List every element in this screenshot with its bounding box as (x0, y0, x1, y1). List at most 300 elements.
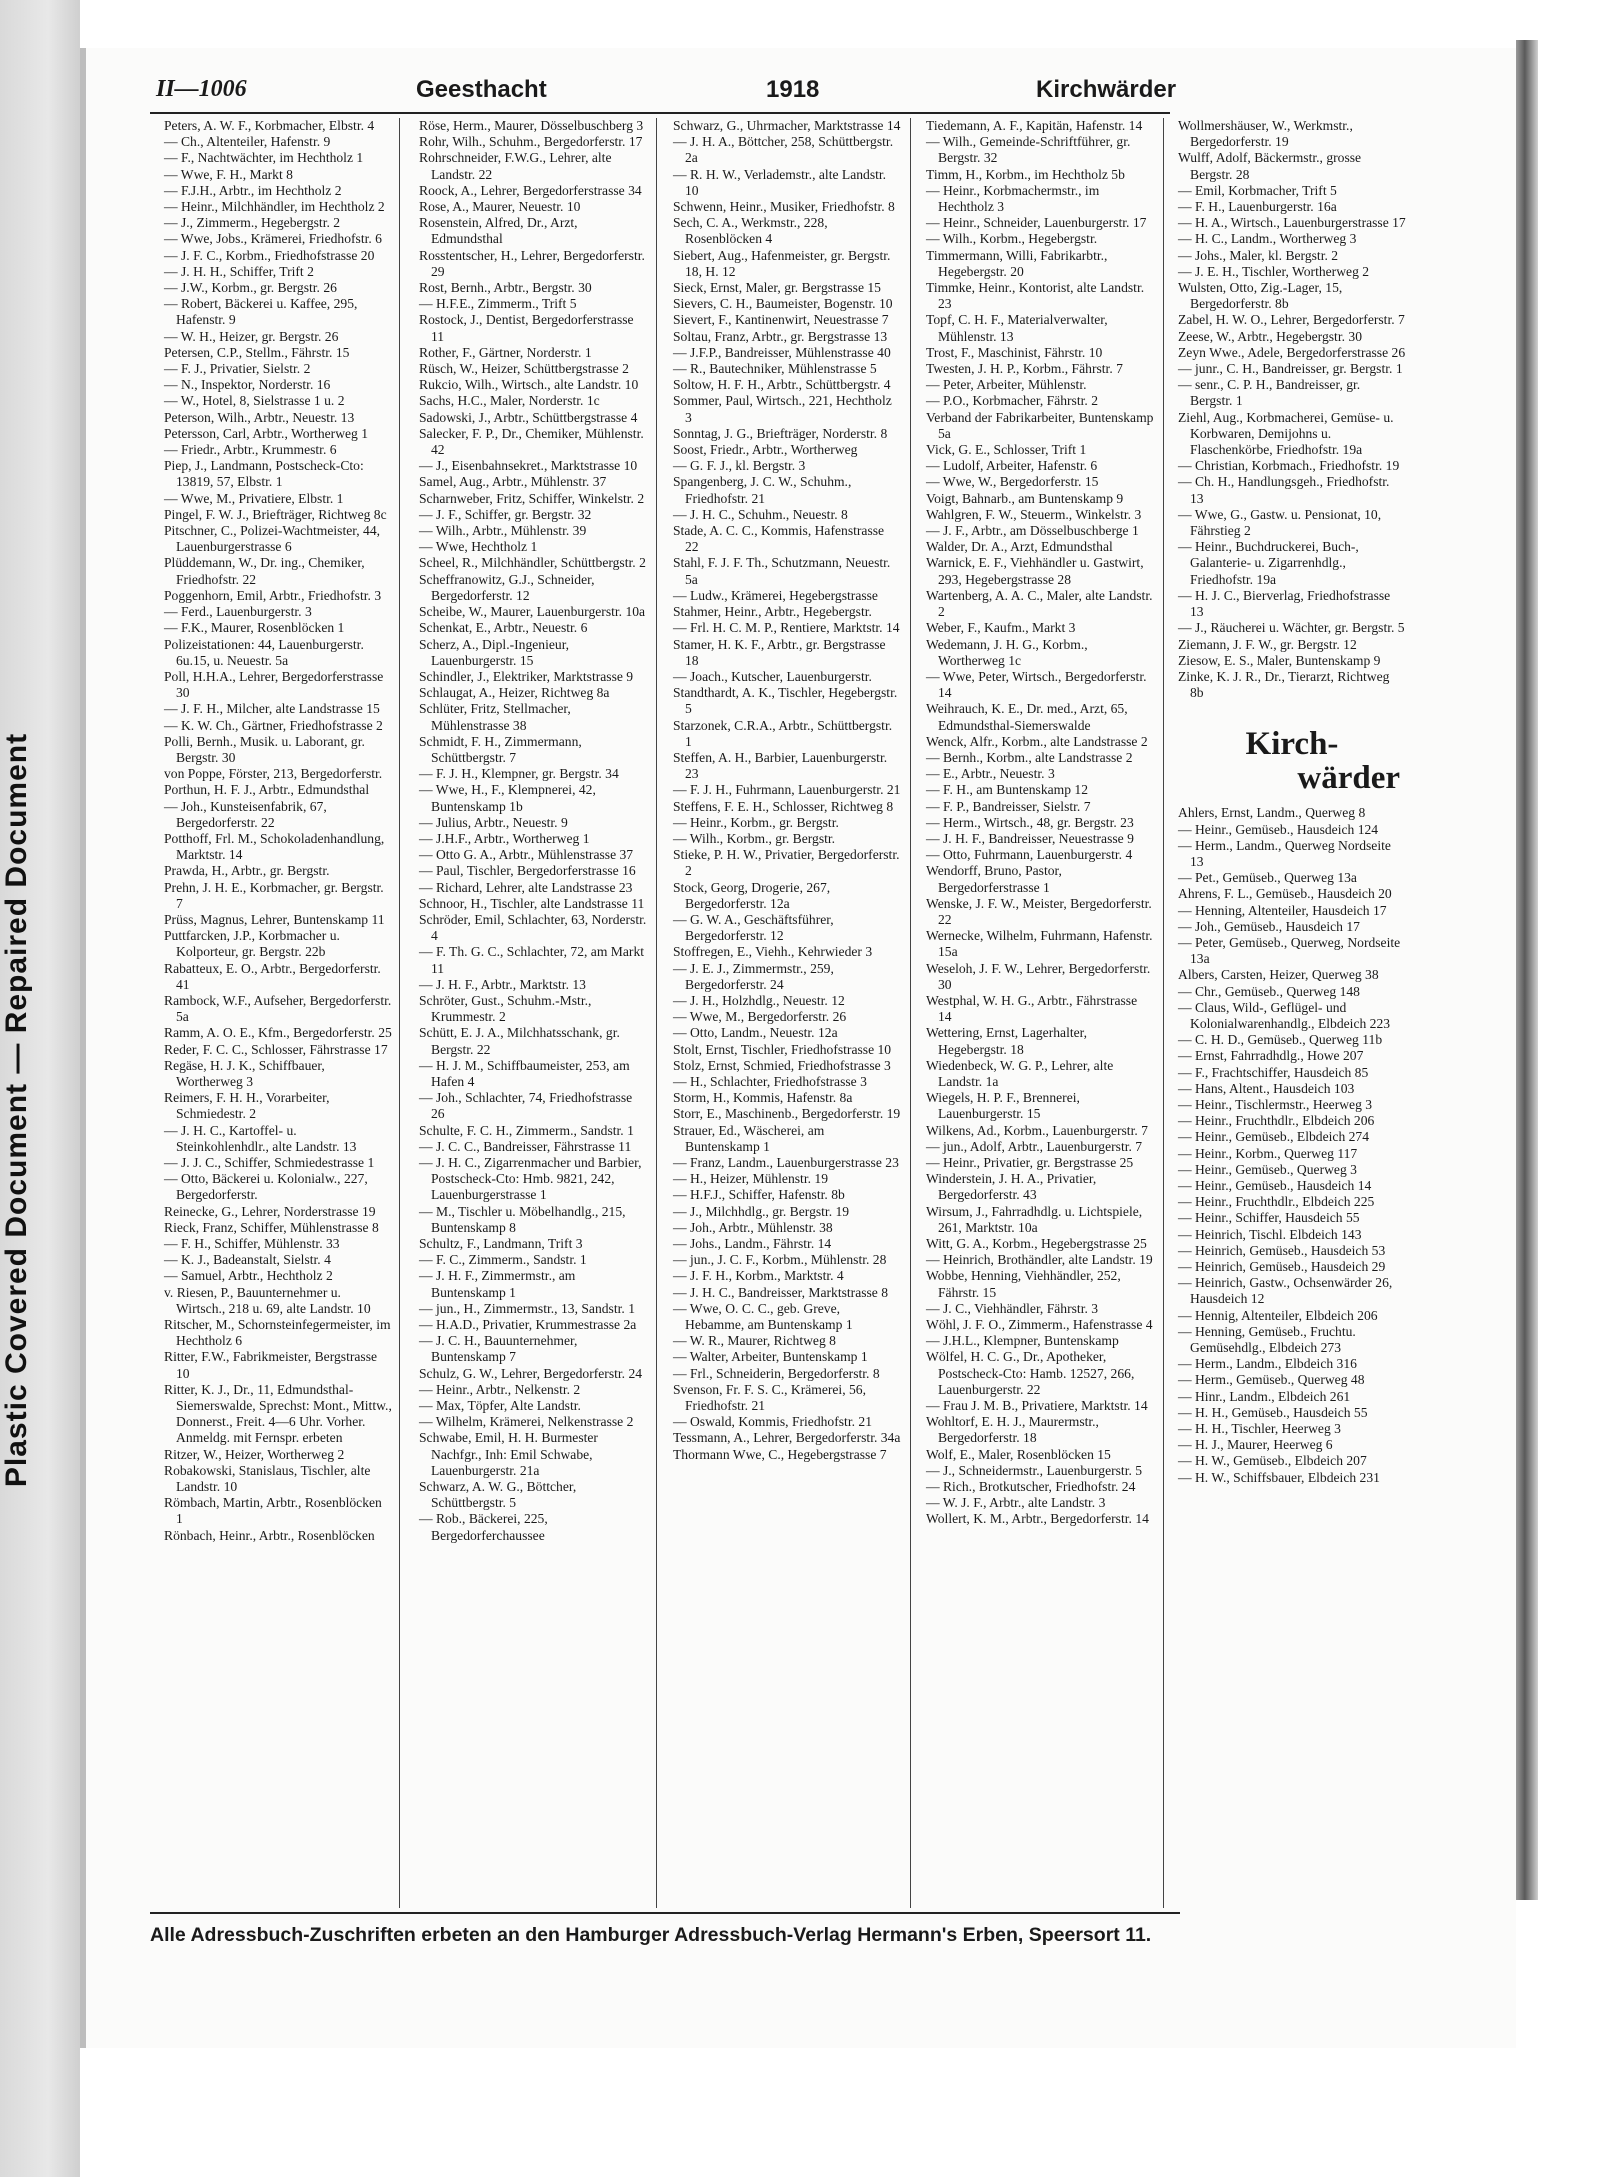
directory-entry: Starzonek, C.R.A., Arbtr., Schüttbergstr. 1 (673, 717, 893, 749)
directory-entry: — Heinrich, Gemüseb., Hausdeich 29 (1178, 1259, 1386, 1274)
directory-entry: — J., Zimmerm., Hegebergstr. 2 (164, 215, 341, 231)
directory-entry: — Ch., Altenteiler, Hafenstr. 9 (164, 134, 331, 150)
directory-entry: — H. J., Maurer, Heerweg 6 (1178, 1437, 1333, 1453)
header-rule (150, 112, 1170, 114)
directory-entry: — G. W. A., Geschäftsführer, Bergedorferstr. 12 (673, 911, 834, 944)
directory-entry: — J. H. C., Schuhm., Neuestr. 8 (673, 506, 848, 522)
directory-entry: — Wwe, Jobs., Krämerei, Friedhofstr. 6 (164, 231, 382, 247)
directory-entry: — senr., C. P. H., Bandreisser, gr. Bergstr. 1 (1178, 377, 1361, 409)
directory-entry: Spangenberg, J. C. W., Schuhm., Friedhofstr. 21 (673, 474, 852, 506)
directory-entry: — J. C. H., Bauunternehmer, Buntenskamp 7 (419, 1333, 578, 1365)
directory-entry: Wobbe, Henning, Viehhändler, 252, Fährstr. 15 (926, 1268, 1121, 1300)
directory-entry: — J. H. F., Arbtr., Marktstr. 13 (419, 976, 586, 992)
directory-entry: Roock, A., Lehrer, Bergedorferstrasse 34 (419, 182, 642, 198)
directory-entry: Soltau, Franz, Arbtr., gr. Bergstrasse 13 (673, 328, 888, 344)
directory-entry: Polli, Bernh., Musik. u. Laborant, gr. Bergstr. 30 (164, 733, 365, 765)
page-header (156, 76, 1266, 116)
directory-entry: Ritscher, M., Schornsteinfegermeister, im Hechtholz 6 (164, 1317, 391, 1349)
directory-entry: — jun., H., Zimmermstr., 13, Sandstr. 1 (419, 1300, 635, 1316)
directory-entry: Trost, F., Maschinist, Fährstr. 10 (926, 344, 1103, 360)
directory-entry: Wiegels, H. P. F., Brennerei, Lauenburgerstr. 15 (926, 1090, 1080, 1122)
directory-entry: Sech, C. A., Werkmstr., 228, Rosenblöcken 4 (673, 215, 828, 247)
directory-entry: Sonntag, J. G., Briefträger, Norderstr. 8 (673, 425, 888, 441)
directory-entry: — J., Milchhdlg., gr. Bergstr. 19 (673, 1203, 850, 1219)
directory-entry: — Wilh., Gemeinde-Schriftführer, gr. Bergstr. 32 (926, 134, 1131, 166)
directory-entry: Wulff, Adolf, Bäckermstr., grosse Bergstr. 28 (1178, 150, 1362, 182)
directory-entry: Scheibe, W., Maurer, Lauenburgerstr. 10a (419, 604, 646, 620)
directory-entry: Wilkens, Ad., Korbm., Lauenburgerstr. 7 (926, 1122, 1148, 1138)
directory-entry: Wedemann, J. H. G., Korbm., Wortherweg 1c (926, 636, 1088, 668)
directory-entry: — Wwe, M., Privatiere, Elbstr. 1 (164, 490, 344, 506)
directory-entry: — Wwe, H., F., Klempnerei, 42, Buntenskamp 1b (419, 782, 596, 814)
directory-entry: Wendorff, Bruno, Pastor, Bergedorferstrasse 1 (926, 863, 1062, 895)
directory-entry: — H. W., Gemüseb., Elbdeich 207 (1178, 1453, 1367, 1469)
directory-entry: — Christian, Korbmach., Friedhofstr. 19 (1178, 458, 1400, 474)
directory-entry: — C. H. D., Gemüseb., Querweg 11b (1178, 1032, 1383, 1048)
directory-entry: — F. C., Zimmerm., Sandstr. 1 (419, 1252, 587, 1268)
directory-entry: — Emil, Korbmacher, Trift 5 (1178, 182, 1337, 198)
page-edge-right (1516, 40, 1538, 1900)
directory-entry: Rönbach, Heinr., Arbtr., Rosenblöcken (164, 1527, 375, 1543)
directory-entry: — Heinrich, Tischl. Elbdeich 143 (1178, 1226, 1362, 1242)
directory-entry: Schmidt, F. H., Zimmermann, Schüttbergstr. 7 (419, 733, 582, 765)
directory-entry: — Frl., Schneiderin, Bergedorferstr. 8 (673, 1365, 880, 1381)
directory-entry: — jun., J. C. F., Korbm., Mühlenstr. 28 (673, 1252, 887, 1268)
directory-entry: Scherz, A., Dipl.-Ingenieur, Lauenburgerstr. 15 (419, 636, 570, 668)
directory-entry: Tiedemann, A. F., Kapitän, Hafenstr. 14 (926, 118, 1143, 133)
directory-entry: — Heinr., Fruchthdlr., Elbdeich 225 (1178, 1194, 1375, 1210)
section-heading-line2: wärder (1297, 760, 1400, 797)
directory-entry: — Herm., Landm., Querweg Nordseite 13 (1178, 837, 1391, 869)
directory-entry: — J.F.P., Bandreisser, Mühlenstrasse 40 (673, 344, 891, 360)
directory-entry: Scheffranowitz, G.J., Schneider, Bergedorferstr. 12 (419, 571, 595, 603)
directory-entry: Rukcio, Wilh., Wirtsch., alte Landstr. 10 (419, 377, 639, 393)
directory-column-1 (164, 118, 392, 1544)
directory-entry: — Heinr., Fruchthdlr., Elbdeich 206 (1178, 1113, 1375, 1129)
directory-entry: — F. H., am Buntenskamp 12 (926, 782, 1089, 798)
directory-entry: Peters, A. W. F., Korbmacher, Elbstr. 4 (164, 118, 375, 133)
column-divider (656, 118, 657, 1908)
directory-entry: Wartenberg, A. A. C., Maler, alte Landstr. 2 (926, 587, 1153, 620)
directory-entry: — H. J. M., Schiffbaumeister, 253, am Hafen 4 (419, 1057, 630, 1089)
directory-entry: Pitschner, C., Polizei-Wachtmeister, 44, Lauenburgerstrasse 6 (164, 523, 381, 555)
directory-entry: — Rob., Bäckerei, 225, Bergedorferchaussee (419, 1511, 548, 1543)
directory-entry: — F. Th. G. C., Schlachter, 72, am Markt 11 (419, 944, 645, 976)
directory-entry: Wiedenbeck, W. G. P., Lehrer, alte Landstr. 1a (926, 1057, 1114, 1089)
kirchwaerder-list (1178, 805, 1406, 1486)
directory-entry: — W., Hotel, 8, Sielstrasse 1 u. 2 (164, 393, 345, 409)
directory-entry: — Heinr., Schiffer, Hausdeich 55 (1178, 1210, 1360, 1226)
directory-entry: Potthoff, Frl. M., Schokoladenhandlung, Marktstr. 14 (164, 830, 385, 863)
directory-entry: — Heinr., Gemüseb., Hausdeich 124 (1178, 821, 1379, 837)
directory-entry: — F. P., Bandreisser, Sielstr. 7 (926, 798, 1091, 814)
directory-entry: Poll, H.H.A., Lehrer, Bergedorferstrasse 30 (164, 668, 384, 701)
directory-entry: Puttfarcken, J.P., Korbmacher u. Kolporteur, gr. Bergstr. 22b (164, 928, 340, 960)
directory-entry: — Otto, Fuhrmann, Lauenburgerstr. 4 (926, 847, 1133, 863)
directory-entry: Schwarz, A. W. G., Böttcher, Schüttbergstr. 5 (419, 1479, 577, 1511)
directory-entry: — Joh., Kunsteisenfabrik, 67, Bergedorferstr. 22 (164, 798, 327, 830)
directory-entry: — Hans, Altent., Hausdeich 103 (1178, 1080, 1355, 1096)
directory-entry: Wollmershäuser, W., Werkmstr., Bergedorferstr. 19 (1178, 118, 1353, 150)
directory-entry: Plüddemann, W., Dr. ing., Chemiker, Friedhofstr. 22 (164, 555, 365, 587)
directory-entry: — Heinrich, Gastw., Ochsenwärder 26, Hausdeich 12 (1178, 1275, 1393, 1307)
directory-entry: Wernecke, Wilhelm, Fuhrmann, Hafenstr. 15a (926, 928, 1153, 960)
directory-entry: — Henning, Gemüseb., Fruchtu. Gemüsehdlg., Elbdeich 273 (1178, 1323, 1356, 1356)
directory-entry: Wenske, J. F. W., Meister, Bergedorferstr. 22 (926, 895, 1152, 927)
directory-entry: — Peter, Arbeiter, Mühlenstr. (926, 377, 1087, 393)
directory-entry: Steffen, A. H., Barbier, Lauenburgerstr. 23 (673, 749, 888, 782)
directory-entry: — junr., C. H., Bandreisser, gr. Bergstr. 1 (1178, 361, 1403, 377)
directory-entry: — Henning, Altenteiler, Hausdeich 17 (1178, 902, 1387, 918)
directory-entry: Witt, G. A., Korbm., Hegebergstrasse 25 (926, 1236, 1147, 1252)
directory-entry: Wohltorf, E. H. J., Maurermstr., Bergedorferstr. 18 (926, 1414, 1099, 1446)
directory-entry: Wettering, Ernst, Lagerhalter, Hegebergstr. 18 (926, 1025, 1088, 1057)
section-heading (1178, 727, 1406, 795)
directory-entry: Schwenn, Heinr., Musiker, Friedhofstr. 8 (673, 199, 895, 215)
directory-entry: — Heinrich, Brothändler, alte Landstr. 19 (926, 1252, 1153, 1268)
directory-entry: — Heinr., Arbtr., Nelkenstr. 2 (419, 1381, 581, 1397)
side-label: Plastic Covered Document — Repaired Document (0, 732, 33, 1488)
directory-entry: Rüsch, W., Heizer, Schüttbergstrasse 2 (419, 361, 629, 377)
directory-entry: Ramm, A. O. E., Kfm., Bergedorferstr. 25 (164, 1025, 392, 1041)
directory-entry: — H., Schlachter, Friedhofstrasse 3 (673, 1073, 867, 1089)
directory-entry: — Heinr., Gemüseb., Hausdeich 14 (1178, 1177, 1372, 1193)
directory-entry: Warnick, E. F., Viehhändler u. Gastwirt, 293, Hegebergstrasse 28 (926, 555, 1144, 587)
directory-entry: Rost, Bernh., Arbtr., Bergstr. 30 (419, 280, 592, 296)
directory-entry: Timmke, Heinr., Kontorist, alte Landstr. 23 (926, 280, 1145, 312)
directory-entry: — Wwe, O. C. C., geb. Greve, Hebamme, am Buntenskamp 1 (673, 1300, 853, 1333)
directory-entry: — Johs., Landm., Fährstr. 14 (673, 1236, 832, 1252)
directory-entry: — Wwe, Peter, Wirtsch., Bergedorferstr. 14 (926, 668, 1147, 701)
directory-entry: — Wilh., Korbm., Hegebergstr. (926, 231, 1098, 247)
directory-entry: Storm, H., Kommis, Hafenstr. 8a (673, 1090, 853, 1106)
directory-entry: Schindler, J., Elektriker, Marktstrasse 9 (419, 668, 634, 684)
directory-entry: Rambock, W.F., Aufseher, Bergedorferstr. 5a (164, 992, 392, 1025)
directory-entry: — J. H. A., Böttcher, 258, Schüttbergstr. 2a (673, 134, 894, 166)
directory-entry: — K. W. Ch., Gärtner, Friedhofstrasse 2 (164, 717, 383, 733)
directory-entry: Poggenhorn, Emil, Arbtr., Friedhofstr. 3 (164, 587, 382, 603)
directory-entry: Sadowski, J., Arbtr., Schüttbergstrasse 4 (419, 409, 638, 425)
directory-entry: Rosenstein, Alfred, Dr., Arzt, Edmundsthal (419, 215, 578, 247)
directory-entry: — Heinr., Schneider, Lauenburgerstr. 17 (926, 215, 1147, 231)
directory-entry: — jun., Adolf, Arbtr., Lauenburgerstr. 7 (926, 1138, 1143, 1154)
directory-entry: Pingel, F. W. J., Briefträger, Richtweg 8c (164, 506, 387, 522)
directory-entry: — Johs., Maler, kl. Bergstr. 2 (1178, 247, 1339, 263)
directory-entry: — Friedr., Arbtr., Krummestr. 6 (164, 442, 337, 458)
directory-entry: — H. A., Wirtsch., Lauenburgerstrasse 17 (1178, 215, 1406, 231)
directory-entry: — Frl. H. C. M. P., Rentiere, Marktstr. 14 (673, 620, 900, 636)
directory-entry: Ahrens, F. L., Gemüseb., Hausdeich 20 (1178, 886, 1392, 902)
directory-entry: — Ludw., Krämerei, Hegebergstrasse (673, 587, 878, 603)
directory-entry: — Joach., Kutscher, Lauenburgerstr. (673, 668, 872, 684)
directory-entry: Strauer, Ed., Wäscherei, am Buntenskamp 1 (673, 1122, 825, 1154)
directory-entry: Sievert, F., Kantinenwirt, Neuestrasse 7 (673, 312, 889, 328)
directory-entry: — Joh., Arbtr., Mühlenstr. 38 (673, 1219, 833, 1235)
directory-entry: Stolt, Ernst, Tischler, Friedhofstrasse 10 (673, 1041, 892, 1057)
geesthacht-tail-list (1178, 118, 1406, 701)
directory-entry: Rother, F., Gärtner, Norderstr. 1 (419, 344, 592, 360)
directory-entry: — H.F.E., Zimmerm., Trift 5 (419, 296, 577, 312)
directory-entry: — Richard, Lehrer, alte Landstrasse 23 (419, 879, 633, 895)
directory-entry: Ahlers, Ernst, Landm., Querweg 8 (1178, 805, 1366, 821)
directory-entry: — J.W., Korbm., gr. Bergstr. 26 (164, 280, 337, 296)
directory-entry: — H. C., Landm., Wortherweg 3 (1178, 231, 1357, 247)
directory-entry: — H. H., Gemüseb., Hausdeich 55 (1178, 1404, 1368, 1420)
directory-entry: — Heinr., Tischlermstr., Heerweg 3 (1178, 1096, 1373, 1112)
directory-entry: Zeese, W., Arbtr., Hegebergstr. 30 (1178, 328, 1362, 344)
directory-entry: — J. H. F., Bandreisser, Neuestrasse 9 (926, 830, 1134, 846)
directory-entry: — Ludolf, Arbeiter, Hafenstr. 6 (926, 458, 1098, 474)
directory-entry: — Wwe, M., Bergedorferstr. 26 (673, 1009, 847, 1025)
directory-entry: — Heinr., Milchhändler, im Hechtholz 2 (164, 199, 385, 215)
directory-entry: — F. J., Privatier, Sielstr. 2 (164, 361, 311, 377)
directory-entry: — Samuel, Arbtr., Hechtholz 2 (164, 1268, 333, 1284)
directory-entry: — J., Eisenbahnsekret., Marktstrasse 10 (419, 458, 638, 474)
directory-entry: Polizeistationen: 44, Lauenburgerstr. 6u.15, u. Neuestr. 5a (164, 636, 364, 668)
directory-entry: Röse, Herm., Maurer, Dösselbuschberg 3 (419, 118, 644, 133)
directory-entry: Storr, E., Maschinenb., Bergedorferstr. 19 (673, 1106, 901, 1122)
directory-entry: — K. J., Badeanstalt, Sielstr. 4 (164, 1252, 331, 1268)
directory-entry: Zinke, K. J. R., Dr., Tierarzt, Richtweg 8b (1178, 668, 1390, 701)
directory-entry: — Max, Töpfer, Alte Landstr. (419, 1398, 581, 1414)
directory-entry: — Julius, Arbtr., Neuestr. 9 (419, 814, 568, 830)
directory-entry: — J. F., Schiffer, gr. Bergstr. 32 (419, 506, 592, 522)
directory-entry: — Wwe, G., Gastw. u. Pensionat, 10, Fährstieg 2 (1178, 506, 1382, 539)
directory-entry: Prawda, H., Arbtr., gr. Bergstr. (164, 863, 330, 879)
directory-entry: — W. H., Heizer, gr. Bergstr. 26 (164, 328, 339, 344)
page-edge-left (80, 48, 86, 2048)
directory-entry: — J. E. H., Tischler, Wortherweg 2 (1178, 263, 1370, 279)
directory-entry: Ziehl, Aug., Korbmacherei, Gemüse- u. Korbwaren, Demijohns u. Flaschenkörbe, Friedhofstr. 19a (1178, 409, 1394, 458)
directory-entry: — J. H. F., Zimmermstr., am Buntenskamp 1 (419, 1268, 576, 1300)
directory-column-3 (673, 118, 901, 1463)
directory-entry: — J. H. H., Schiffer, Trift 2 (164, 263, 314, 279)
directory-entry: Wirsum, J., Fahrradhdlg. u. Lichtspiele, 261, Marktstr. 10a (926, 1203, 1143, 1235)
directory-entry: — Wwe, Hechtholz 1 (419, 539, 538, 555)
directory-column-4 (926, 118, 1154, 1528)
directory-entry: Verband der Fabrikarbeiter, Buntenskamp 5a (926, 409, 1154, 441)
directory-entry: — F.J.H., Arbtr., im Hechtholz 2 (164, 182, 342, 198)
directory-entry: — Herm., Wirtsch., 48, gr. Bergstr. 23 (926, 814, 1134, 830)
directory-entry: Thormann Wwe, C., Hegebergstrasse 7 (673, 1446, 887, 1462)
directory-entry: Scharnweber, Fritz, Schiffer, Winkelstr. 2 (419, 490, 645, 506)
directory-entry: — H. W., Schiffsbauer, Elbdeich 231 (1178, 1469, 1380, 1485)
column-divider (399, 118, 400, 1908)
directory-entry: — H. H., Tischler, Heerweg 3 (1178, 1421, 1341, 1437)
directory-entry: — P.O., Korbmacher, Fährstr. 2 (926, 393, 1098, 409)
directory-entry: Petersson, Carl, Arbtr., Wortherweg 1 (164, 425, 369, 441)
column-divider (1163, 118, 1164, 1908)
directory-entry: — F.K., Maurer, Rosenblöcken 1 (164, 620, 345, 636)
directory-entry: — J. H., Holzhdlg., Neuestr. 12 (673, 992, 845, 1008)
directory-entry: — Joh., Schlachter, 74, Friedhofstrasse 26 (419, 1090, 633, 1122)
directory-entry: — Paul, Tischler, Bergedorferstrasse 16 (419, 863, 636, 879)
directory-entry: Ritter, F.W., Fabrikmeister, Bergstrasse 10 (164, 1349, 378, 1381)
directory-entry: — J. F. H., Milcher, alte Landstrasse 15 (164, 701, 380, 717)
directory-entry: Stoffregen, E., Viehh., Kehrwieder 3 (673, 944, 873, 960)
directory-entry: Porthun, H. F. J., Arbtr., Edmundsthal (164, 782, 370, 798)
directory-entry: — E., Arbtr., Neuestr. 3 (926, 766, 1055, 782)
header-year: 1918 (766, 76, 820, 103)
directory-entry: — Chr., Gemüseb., Querweg 148 (1178, 983, 1360, 999)
directory-entry: Ritter, K. J., Dr., 11, Edmundsthal-Siemerswalde, Sprechst: Mont., Mittw., Donnerst., Freit. 4—6 Uhr. Vorher. Anmeldg. mit Fernspr. erbeten (164, 1381, 392, 1446)
directory-entry: Rostock, J., Dentist, Bergedorferstrasse 11 (419, 312, 634, 344)
directory-entry: — J., Räucherei u. Wächter, gr. Bergstr. 5 (1178, 620, 1405, 636)
directory-entry: Reimers, F. H. H., Vorarbeiter, Schmiedestr. 2 (164, 1090, 330, 1122)
directory-entry: — N., Inspektor, Norderstr. 16 (164, 377, 331, 393)
directory-entry: Rabatteux, E. O., Arbtr., Bergedorferstr. 41 (164, 960, 381, 992)
directory-entry: — J. F. C., Korbm., Friedhofstrasse 20 (164, 247, 375, 263)
directory-entry: — J. H. C., Bandreisser, Marktstrasse 8 (673, 1284, 889, 1300)
directory-entry: Weseloh, J. F. W., Lehrer, Bergedorferstr. 30 (926, 960, 1151, 992)
directory-entry: — G. F. J., kl. Bergstr. 3 (673, 458, 806, 474)
directory-entry: Prehn, J. H. E., Korbmacher, gr. Bergstr. 7 (164, 879, 384, 911)
directory-entry: Wölfel, H. C. G., Dr., Apotheker, Postscheck-Cto: Hamb. 12527, 266, Lauenburgerstr. 22 (926, 1349, 1135, 1397)
directory-entry: Zabel, H. W. O., Lehrer, Bergedorferstr. 7 (1178, 312, 1405, 328)
footer-notice: Alle Adressbuch-Zuschriften erbeten an den Hamburger Adressbuch-Verlag Hermann's Erben, Speersort 11. (150, 1924, 1152, 1946)
directory-entry: Wahlgren, F. W., Steuerm., Winkelstr. 3 (926, 506, 1142, 522)
directory-entry: — Bernh., Korbm., alte Landstrasse 2 (926, 749, 1133, 765)
header-place-right: Kirchwärder (1036, 76, 1177, 103)
directory-entry: — Oswald, Kommis, Friedhofstr. 21 (673, 1414, 872, 1430)
directory-entry: — Herm., Landm., Elbdeich 316 (1178, 1356, 1357, 1372)
directory-entry: Schröter, Gust., Schuhm.-Mstr., Krummestr. 2 (419, 992, 592, 1025)
directory-entry: Piep, J., Landmann, Postscheck-Cto: 13819, 57, Elbstr. 1 (164, 458, 364, 490)
directory-entry: — Rich., Brotkutscher, Friedhofstr. 24 (926, 1479, 1136, 1495)
directory-entry: Stahmer, Heinr., Arbtr., Hegebergstr. (673, 604, 872, 620)
directory-entry: Sachs, H.C., Maler, Norderstr. 1c (419, 393, 600, 409)
directory-entry: Topf, C. H. F., Materialverwalter, Mühlenstr. 13 (926, 312, 1108, 344)
directory-entry: — Wwe, W., Bergedorferstr. 15 (926, 474, 1099, 490)
directory-entry: — Heinr., Gemüseb., Querweg 3 (1178, 1161, 1357, 1177)
directory-entry: — J.H.F., Arbtr., Wortherweg 1 (419, 830, 590, 846)
directory-entry: — F. H., Lauenburgerstr. 16a (1178, 199, 1337, 215)
directory-entry: Schlaugat, A., Heizer, Richtweg 8a (419, 685, 610, 701)
directory-entry: Wolf, E., Maler, Rosenblöcken 15 (926, 1446, 1111, 1462)
directory-entry: Wollert, K. M., Arbtr., Bergedorferstr. 14 (926, 1511, 1149, 1527)
directory-entry: Rose, A., Maurer, Neuestr. 10 (419, 199, 581, 215)
directory-entry: v. Riesen, P., Bauunternehmer u. Wirtsch., 218 u. 69, alte Landstr. 10 (164, 1284, 371, 1316)
directory-entry: Twesten, J. H. P., Korbm., Fährstr. 7 (926, 361, 1123, 377)
directory-entry: — Heinr., Privatier, gr. Bergstrasse 25 (926, 1155, 1134, 1170)
directory-entry: — H., Heizer, Mühlenstr. 19 (673, 1171, 829, 1187)
directory-entry: Ritzer, W., Heizer, Wortherweg 2 (164, 1446, 345, 1462)
directory-entry: — Ch. H., Handlungsgeh., Friedhofstr. 13 (1178, 474, 1390, 506)
directory-entry: — Pet., Gemüseb., Querweg 13a (1178, 870, 1357, 886)
directory-entry: Schnoor, H., Tischler, alte Landstrasse 11 (419, 895, 645, 911)
directory-entry: — Herm., Gemüseb., Querweg 48 (1178, 1372, 1365, 1388)
directory-entry: Westphal, W. H. G., Arbtr., Fährstrasse 14 (926, 992, 1138, 1025)
directory-entry: Schulte, F. C. H., Zimmerm., Sandstr. 1 (419, 1122, 634, 1138)
directory-entry: — F., Nachtwächter, im Hechtholz 1 (164, 150, 364, 166)
directory-entry: — J.H.L., Klempner, Buntenskamp (926, 1333, 1119, 1349)
directory-entry: Winderstein, J. H. A., Privatier, Bergedorferstr. 43 (926, 1171, 1097, 1203)
directory-entry: Stolz, Ernst, Schmied, Friedhofstrasse 3 (673, 1057, 891, 1073)
directory-entry: Stade, A. C. C., Kommis, Hafenstrasse 22 (673, 523, 885, 555)
directory-entry: — Otto, Bäckerei u. Kolonialw., 227, Bergedorferstr. (164, 1171, 368, 1203)
directory-entry: Siebert, Aug., Hafenmeister, gr. Bergstr. 18, H. 12 (673, 247, 891, 279)
directory-entry: Schulz, G. W., Lehrer, Bergedorferstr. 24 (419, 1365, 643, 1381)
directory-entry: Rohr, Wilh., Schuhm., Bergedorferstr. 17 (419, 134, 643, 150)
directory-entry: — Wwe, F. H., Markt 8 (164, 166, 293, 182)
directory-entry: — Wilh., Arbtr., Mühlenstr. 39 (419, 523, 587, 539)
footer-rule (150, 1912, 1180, 1914)
directory-entry: Scheel, R., Milchhändler, Schüttbergstr. 2 (419, 555, 646, 571)
directory-entry: — Heinr., Gemüseb., Elbdeich 274 (1178, 1129, 1370, 1145)
directory-entry: Schultz, F., Landmann, Trift 3 (419, 1236, 583, 1252)
directory-entry: Stock, Georg, Drogerie, 267, Bergedorferstr. 12a (673, 879, 831, 911)
directory-entry: Schütt, E. J. A., Milchhatsschank, gr. Bergstr. 22 (419, 1025, 620, 1057)
directory-entry: Römbach, Martin, Arbtr., Rosenblöcken 1 (164, 1495, 382, 1527)
directory-entry: — J. H. C., Kartoffel- u. Steinkohlenhdlr., alte Landstr. 13 (164, 1122, 357, 1154)
directory-entry: Schwarz, G., Uhrmacher, Marktstrasse 14 (673, 118, 901, 133)
directory-entry: Samel, Aug., Arbtr., Mühlenstr. 37 (419, 474, 607, 490)
directory-entry: Sieck, Ernst, Maler, gr. Bergstrasse 15 (673, 280, 881, 296)
directory-entry: Schlüter, Fritz, Stellmacher, Mühlenstrasse 38 (419, 701, 571, 733)
directory-entry: Regäse, H. J. K., Schiffbauer, Wortherweg 3 (164, 1057, 325, 1089)
directory-entry: Zeyn Wwe., Adele, Bergedorferstrasse 26 (1178, 344, 1406, 360)
directory-entry: Weihrauch, K. E., Dr. med., Arzt, 65, Edmundsthal-Siemerswalde (926, 701, 1128, 733)
directory-entry: Tessmann, A., Lehrer, Bergedorferstr. 34a (673, 1430, 901, 1446)
directory-entry: — J. F., Arbtr., am Dösselbuschberge 1 (926, 523, 1139, 539)
directory-column-2 (419, 118, 647, 1544)
directory-entry: Ziemann, J. F. W., gr. Bergstr. 12 (1178, 636, 1357, 652)
directory-entry: Ziesow, E. S., Maler, Buntenskamp 9 (1178, 652, 1381, 668)
directory-entry: — J., Schneidermstr., Lauenburgerstr. 5 (926, 1462, 1143, 1478)
directory-entry: — Frau J. M. B., Privatiere, Marktstr. 14 (926, 1398, 1148, 1414)
page-number: II—1006 (156, 76, 247, 102)
directory-entry: Soltow, H. F. H., Arbtr., Schüttbergstr. 4 (673, 377, 891, 393)
directory-entry: Svenson, Fr. F. S. C., Krämerei, 56, Friedhofstr. 21 (673, 1381, 866, 1414)
directory-entry: — F. H., Schiffer, Mühlenstr. 33 (164, 1236, 340, 1252)
directory-entry: — J. H. C., Zigarrenmacher und Barbier, Postscheck-Cto: Hmb. 9821, 242, Lauenburgerstrasse 1 (419, 1155, 642, 1203)
directory-entry: Stieke, P. H. W., Privatier, Bergedorferstr. 2 (673, 847, 900, 879)
directory-entry: — F. J. H., Fuhrmann, Lauenburgerstr. 21 (673, 782, 901, 798)
directory-entry: Rohrschneider, F.W.G., Lehrer, alte Landstr. 22 (419, 150, 612, 182)
directory-entry: Robakowski, Stanislaus, Tischler, alte Landstr. 10 (164, 1462, 371, 1495)
directory-entry: — Heinrich, Gemüseb., Hausdeich 53 (1178, 1242, 1386, 1258)
directory-entry: — Claus, Wild-, Geflügel- und Kolonialwarenhandlg., Elbdeich 223 (1178, 999, 1391, 1031)
directory-entry: — W. R., Maurer, Richtweg 8 (673, 1333, 836, 1349)
directory-entry: — Hennig, Altenteiler, Elbdeich 206 (1178, 1307, 1378, 1323)
directory-entry: Sievers, C. H., Baumeister, Bogenstr. 10 (673, 296, 893, 312)
directory-entry: Rieck, Franz, Schiffer, Mühlenstrasse 8 (164, 1219, 379, 1235)
directory-entry: — Franz, Landm., Lauenburgerstrasse 23 (673, 1155, 899, 1170)
directory-entry: — Joh., Gemüseb., Hausdeich 17 (1178, 918, 1360, 934)
directory-entry: Reder, F. C. C., Schlosser, Fährstrasse 17 (164, 1041, 388, 1057)
directory-entry: Walder, Dr. A., Arzt, Edmundsthal (926, 539, 1113, 555)
directory-entry: — Hinr., Landm., Elbdeich 261 (1178, 1388, 1351, 1404)
directory-entry: — Wilh., Korbm., gr. Bergstr. (673, 830, 836, 846)
directory-entry: Albers, Carsten, Heizer, Querweg 38 (1178, 967, 1379, 983)
directory-entry: Wenck, Alfr., Korbm., alte Landstrasse 2 (926, 733, 1148, 749)
directory-entry: Voigt, Bahnarb., am Buntenskamp 9 (926, 490, 1124, 506)
directory-entry: Prüss, Magnus, Lehrer, Buntenskamp 11 (164, 911, 385, 927)
directory-entry: — W. J. F., Arbtr., alte Landstr. 3 (926, 1495, 1106, 1511)
directory-entry: — F. J. H., Klempner, gr. Bergstr. 34 (419, 766, 619, 782)
directory-entry: — Wilhelm, Krämerei, Nelkenstrasse 2 (419, 1414, 634, 1430)
directory-entry: — F., Frachtschiffer, Hausdeich 85 (1178, 1064, 1369, 1080)
column-divider (910, 118, 911, 1908)
directory-entry: — H. J. C., Bierverlag, Friedhofstrasse 13 (1178, 587, 1391, 620)
directory-entry: — H.A.D., Privatier, Krummestrasse 2a (419, 1317, 637, 1333)
directory-entry: Wöhl, J. F. O., Zimmerm., Hafenstrasse 4 (926, 1317, 1153, 1333)
directory-entry: Peterson, Wilh., Arbtr., Neuestr. 13 (164, 409, 355, 425)
directory-entry: Schwabe, Emil, H. H. Burmester Nachfgr., Inh: Emil Schwabe, Lauenburgerstr. 21a (419, 1430, 598, 1478)
directory-entry: — R. H. W., Verlademstr., alte Landstr. 10 (673, 166, 887, 198)
directory-entry: Timmermann, Willi, Fabrikarbtr., Hegebergstr. 20 (926, 247, 1108, 279)
directory-entry: — Walter, Arbeiter, Buntenskamp 1 (673, 1349, 868, 1365)
